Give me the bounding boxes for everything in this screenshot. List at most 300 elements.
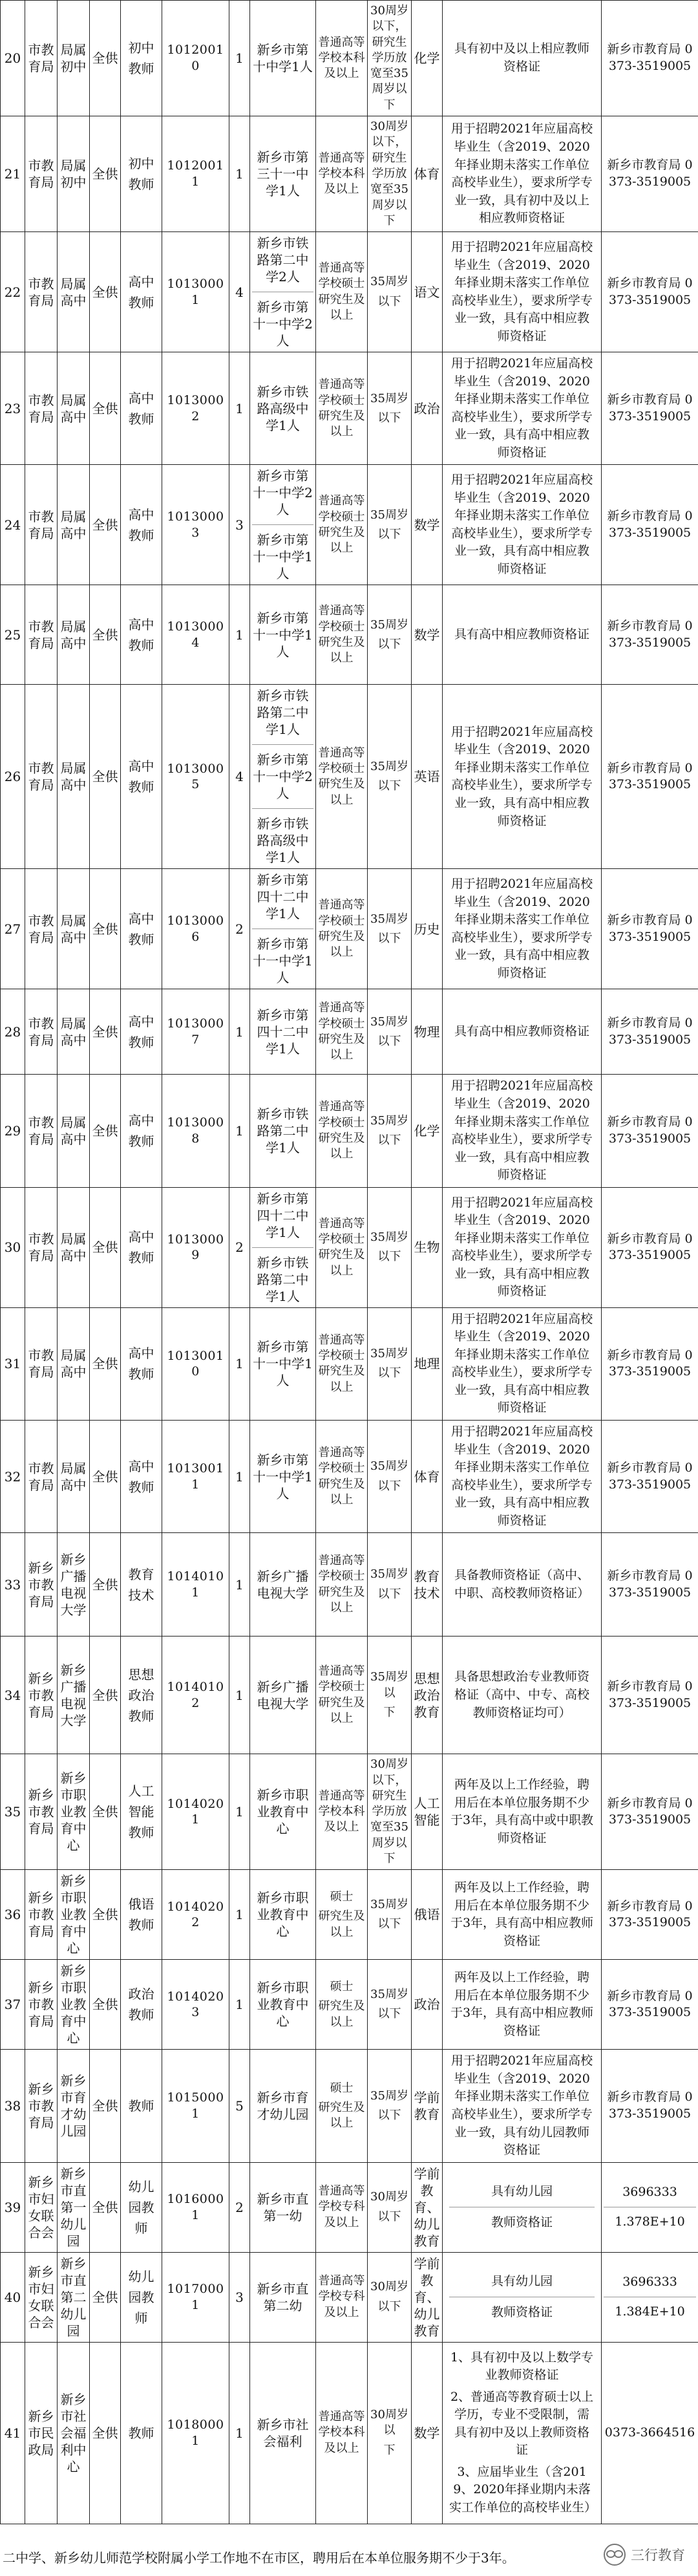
post-name (121, 1637, 162, 1754)
funding-type: 全供 (90, 989, 121, 1075)
post-code: 10130009 (162, 1187, 229, 1307)
funding-type: 全供 (90, 1754, 121, 1870)
post-code: 10130002 (162, 352, 229, 465)
education-requirement: 普通高等学校硕士研究生及以上 (316, 1187, 368, 1307)
funding-type: 全供 (90, 1960, 121, 2050)
post-name-line: 教师 (128, 527, 154, 543)
contact: 新乡市教育局 0373-3519005 (602, 1421, 698, 1533)
work-place-line: 新乡市第四十二中学1人 (257, 872, 309, 922)
work-place-line: 新乡市社会福利 (257, 2416, 309, 2449)
other-requirements: 两年及以上工作经验，聘用后在本单位服务期不少于3年，具有高中或中职教师资格证 (443, 1754, 602, 1870)
post-code: 10130011 (162, 1421, 229, 1533)
funding-type: 全供 (90, 2252, 121, 2342)
work-place (250, 1754, 316, 1870)
table-row (1, 1187, 698, 1307)
table-row (1, 352, 698, 465)
contact: 新乡市教育局 0373-3519005 (602, 1075, 698, 1187)
headcount: 1 (229, 1421, 250, 1533)
education-requirement: 普通高等学校本科及以上 (316, 1, 368, 116)
funding-type: 全供 (90, 1870, 121, 1960)
other-requirements: 用于招聘2021年应届高校毕业生（含2019、2020年择业期未落实工作单位高校毕业生），要求所学专业一致，具有高中相应教师资格证 (443, 1307, 602, 1420)
age-requirement-line: 35周岁 (370, 1988, 408, 2002)
other-requirements-line: 2、普通高等教育硕士以上学历，专业不受限制，需具有初中及以上教师资格证 (450, 2389, 594, 2458)
age-requirement-line: 35周岁 (370, 1898, 408, 1912)
subject: 政治 (412, 352, 443, 465)
post-name-line: 教师 (128, 61, 154, 77)
age-requirement (368, 1870, 412, 1960)
age-requirement-line: 35周岁 (370, 275, 408, 289)
work-place-line: 新乡市第十一中学2人 (253, 468, 313, 518)
department: 新乡市妇女联合会 (25, 2162, 58, 2252)
education-requirement: 普通高等学校本科及以上 (316, 2342, 368, 2524)
post-name-line: 教师 (128, 1708, 154, 1724)
department: 市教育局 (25, 352, 58, 465)
hiring-unit: 新乡市职业教育中心 (58, 1870, 90, 1960)
post-name (121, 2252, 162, 2342)
post-name-line: 教师 (128, 177, 154, 193)
contact: 新乡市教育局 0373-3519005 (602, 465, 698, 585)
hiring-unit: 新乡市直第二幼儿园 (58, 2252, 90, 2342)
funding-type: 全供 (90, 232, 121, 352)
age-requirement-line: 以下 (377, 2109, 401, 2122)
row-number: 35 (1, 1754, 25, 1870)
education-requirement: 普通高等学校硕士研究生及以上 (316, 352, 368, 465)
work-place (250, 2162, 316, 2252)
work-place (250, 232, 316, 352)
work-place (250, 1, 316, 116)
post-name-line: 初中 (128, 156, 154, 172)
work-place-line: 新乡市职业教育中心 (257, 1890, 309, 1940)
education-requirement: 普通高等学校硕士研究生及以上 (316, 989, 368, 1075)
other-requirements-line: 具有幼儿园 (491, 2184, 553, 2198)
other-requirements-line: 教师资格证 (491, 2305, 553, 2320)
education-requirement-line: 研究生及以上 (318, 1999, 365, 2029)
table-row (1, 116, 698, 232)
hiring-unit: 局属高中 (58, 232, 90, 352)
other-requirements: 具有高中相应教师资格证 (443, 989, 602, 1075)
headcount: 2 (229, 869, 250, 989)
education-requirement: 普通高等学校硕士研究生及以上 (316, 869, 368, 989)
age-requirement-line: 以下 (377, 779, 401, 793)
other-requirements: 用于招聘2021年应届高校毕业生（含2019、2020年择业期未落实工作单位高校毕业生），要求所学专业一致，具有高中相应教师资格证 (443, 1075, 602, 1187)
hiring-unit: 局属初中 (58, 116, 90, 232)
age-requirement-line: 以下 (377, 1587, 401, 1601)
education-requirement-line: 硕士 (330, 1979, 354, 1993)
table-row (1, 2342, 698, 2524)
education-requirement: 普通高等学校硕士研究生及以上 (316, 1075, 368, 1187)
other-requirements: 具备思想政治专业教师资格证（高中、中专、高校教师资格证均可） (443, 1637, 602, 1754)
post-code: 10130001 (162, 232, 229, 352)
contact: 0373-3664516 (602, 2342, 698, 2524)
post-code: 10140201 (162, 1754, 229, 1870)
table-row (1, 1637, 698, 1754)
post-name-line: 教师 (128, 294, 154, 310)
subject: 学前教育 (412, 2050, 443, 2162)
row-number: 40 (1, 2252, 25, 2342)
headcount: 1 (229, 1754, 250, 1870)
row-number: 33 (1, 1533, 25, 1637)
department: 市教育局 (25, 869, 58, 989)
age-requirement-line: 35周岁 (370, 1113, 408, 1128)
contact-line: 3696333 (622, 2274, 677, 2289)
department: 新乡市教育局 (25, 2050, 58, 2162)
work-place (250, 1421, 316, 1533)
post-name-line: 政治 (128, 1687, 154, 1703)
table-row (1, 1307, 698, 1420)
education-requirement-line: 研究生及以上 (318, 2100, 365, 2131)
contact: 新乡市教育局 0373-3519005 (602, 2050, 698, 2162)
table-row (1, 1533, 698, 1637)
post-name (121, 1, 162, 116)
subject: 学前教育、幼儿教育 (412, 2162, 443, 2252)
education-requirement: 普通高等学校硕士研究生及以上 (316, 465, 368, 585)
post-name-line: 技术 (128, 1587, 154, 1603)
work-place (250, 1533, 316, 1637)
education-requirement: 普通高等学校硕士研究生及以上 (316, 685, 368, 869)
contact (602, 2162, 698, 2252)
department: 新乡市教育局 (25, 1870, 58, 1960)
post-name (121, 585, 162, 685)
post-name-line: 高中 (128, 390, 154, 406)
subject: 教育技术 (412, 1533, 443, 1637)
post-name-line: 教师 (128, 1250, 154, 1266)
other-requirements-line: 教师资格证 (491, 2215, 553, 2230)
work-place-line: 新乡市职业教育中心 (257, 1787, 309, 1837)
other-requirements: 用于招聘2021年应届高校毕业生（含2019、2020年择业期未落实工作单位高校毕业生），要求所学专业一致，具有高中相应教师资格证 (443, 1421, 602, 1533)
headcount: 1 (229, 1307, 250, 1420)
age-requirement (368, 585, 412, 685)
headcount: 1 (229, 1960, 250, 2050)
post-name-line: 高中 (128, 274, 154, 290)
age-requirement (368, 2162, 412, 2252)
post-name (121, 1075, 162, 1187)
work-place-line: 新乡广播电视大学 (257, 1568, 309, 1601)
contact-line: 1.384E+10 (615, 2304, 685, 2319)
subject: 人工智能 (412, 1754, 443, 1870)
post-name-line: 高中 (128, 1346, 154, 1362)
subject: 数学 (412, 465, 443, 585)
post-name-line: 高中 (128, 1113, 154, 1129)
footer-note: 二中学、新乡幼儿师范学校附属小学工作地不在市区，聘用后在本单位服务期不少于3年。 (3, 2550, 515, 2566)
contact: 新乡市教育局 0373-3519005 (602, 1187, 698, 1307)
row-number: 31 (1, 1307, 25, 1420)
watermark-brand: 三行教育 (631, 2548, 685, 2563)
other-requirements: 用于招聘2021年应届高校毕业生（含2019、2020年择业期未落实工作单位高校毕业生），要求所学专业一致，具有高中相应教师资格证 (443, 465, 602, 585)
post-name-line: 教师 (128, 2007, 154, 2023)
department: 新乡市教育局 (25, 1533, 58, 1637)
education-requirement (316, 1960, 368, 2050)
subject: 政治 (412, 1960, 443, 2050)
post-name (121, 869, 162, 989)
work-place (250, 1187, 316, 1307)
age-requirement-line: 35周岁以 (370, 1670, 408, 1700)
age-requirement-line: 以下 (377, 1479, 401, 1493)
row-number: 34 (1, 1637, 25, 1754)
row-number: 27 (1, 869, 25, 989)
age-requirement (368, 989, 412, 1075)
post-name-line: 教师 (128, 1479, 154, 1495)
work-place-line: 新乡市铁路第二中学2人 (257, 235, 309, 285)
row-number: 38 (1, 2050, 25, 2162)
department: 新乡市教育局 (25, 1960, 58, 2050)
post-name (121, 1870, 162, 1960)
funding-type: 全供 (90, 465, 121, 585)
education-requirement (316, 2050, 368, 2162)
post-name-line: 高中 (128, 758, 154, 775)
age-requirement-line: 35周岁 (370, 912, 408, 926)
table-row (1, 1075, 698, 1187)
age-requirement-line: 30周岁 (370, 2280, 408, 2294)
post-name-line: 教师 (128, 1133, 154, 1150)
education-requirement: 普通高等学校硕士研究生及以上 (316, 1421, 368, 1533)
other-requirements: 用于招聘2021年应届高校毕业生（含2019、2020年择业期未落实工作单位高校毕业生），要求所学专业一致，具有高中相应教师资格证 (443, 232, 602, 352)
age-requirement-line: 35周岁 (370, 2088, 408, 2103)
post-name-line: 教师 (128, 1034, 154, 1050)
funding-type: 全供 (90, 2162, 121, 2252)
other-requirements: 用于招聘2021年应届高校毕业生（含2019、2020年择业期未落实工作单位高校毕业生），要求所学专业一致，具有高中相应教师资格证 (443, 352, 602, 465)
row-number: 30 (1, 1187, 25, 1307)
department: 新乡市教育局 (25, 1637, 58, 1754)
age-requirement-line: 以下 (377, 1366, 401, 1380)
post-name-line: 教师 (128, 779, 154, 795)
hiring-unit: 局属高中 (58, 352, 90, 465)
education-requirement-line: 硕士 (330, 1889, 354, 1904)
post-code: 10180001 (162, 2342, 229, 2524)
post-code: 10150001 (162, 2050, 229, 2162)
age-requirement-line: 35周岁 (370, 1567, 408, 1582)
table-row (1, 685, 698, 869)
post-name-line: 高中 (128, 616, 154, 632)
contact: 新乡市教育局 0373-3519005 (602, 352, 698, 465)
age-requirement (368, 1307, 412, 1420)
table-row (1, 2252, 698, 2342)
other-requirements-line: 1、具有初中及以上数学专业教师资格证 (450, 2350, 594, 2383)
funding-type: 全供 (90, 1307, 121, 1420)
subject: 英语 (412, 685, 443, 869)
contact: 新乡市教育局 0373-3519005 (602, 232, 698, 352)
subject: 化学 (412, 1, 443, 116)
other-requirements: 用于招聘2021年应届高校毕业生（含2019、2020年择业期未落实工作单位高校毕业生），要求所学专业一致，具有高中相应教师资格证 (443, 1187, 602, 1307)
age-requirement-line: 以下 (377, 1133, 401, 1148)
table-row (1, 1754, 698, 1870)
headcount: 5 (229, 2050, 250, 2162)
row-number: 22 (1, 232, 25, 352)
education-requirement: 普通高等学校本科及以上 (316, 1754, 368, 1870)
table-row (1, 232, 698, 352)
age-requirement-line: 35周岁 (370, 1230, 408, 1244)
row-number: 29 (1, 1075, 25, 1187)
other-requirements (443, 2252, 602, 2342)
headcount: 1 (229, 1075, 250, 1187)
age-requirement-line: 35周岁 (370, 1014, 408, 1029)
headcount: 1 (229, 1, 250, 116)
education-requirement-line: 研究生及以上 (318, 1909, 365, 1939)
age-requirement-line: 下 (383, 2443, 396, 2457)
work-place-line: 新乡市第四十二中学1人 (257, 1190, 309, 1240)
row-number: 36 (1, 1870, 25, 1960)
age-requirement (368, 2342, 412, 2524)
department: 市教育局 (25, 989, 58, 1075)
funding-type: 全供 (90, 1421, 121, 1533)
headcount: 2 (229, 1187, 250, 1307)
post-name-line: 园教 (128, 2289, 154, 2305)
table-row (1, 1870, 698, 1960)
hiring-unit: 新乡市育才幼儿园 (58, 2050, 90, 2162)
table-row (1, 989, 698, 1075)
post-name-line: 高中 (128, 1229, 154, 1245)
work-place (250, 2252, 316, 2342)
department: 市教育局 (25, 1075, 58, 1187)
subject: 化学 (412, 1075, 443, 1187)
age-requirement-line: 35周岁 (370, 617, 408, 632)
other-requirements-line: 具有幼儿园 (491, 2273, 553, 2288)
contact: 新乡市教育局 0373-3519005 (602, 989, 698, 1075)
post-name (121, 116, 162, 232)
age-requirement-line: 下 (383, 1705, 396, 1719)
contact (602, 2252, 698, 2342)
work-place (250, 2342, 316, 2524)
row-number: 25 (1, 585, 25, 685)
post-code: 10130007 (162, 989, 229, 1075)
post-code: 10120010 (162, 1, 229, 116)
subject: 地理 (412, 1307, 443, 1420)
table-row (1, 869, 698, 989)
subject: 体育 (412, 1421, 443, 1533)
post-name-line: 教师 (128, 2098, 154, 2114)
subject: 体育 (412, 116, 443, 232)
funding-type: 全供 (90, 1637, 121, 1754)
hiring-unit: 局属初中 (58, 1, 90, 116)
work-place (250, 585, 316, 685)
age-requirement-line: 以下 (377, 2209, 401, 2224)
age-requirement-line: 以下 (377, 1034, 401, 1048)
post-name-line: 俄语 (128, 1896, 154, 1913)
post-code: 10130003 (162, 465, 229, 585)
hiring-unit: 局属高中 (58, 585, 90, 685)
work-place-line: 新乡市第十一中学2人 (253, 299, 313, 349)
education-requirement: 普通高等学校专科及以上 (316, 2252, 368, 2342)
education-requirement: 普通高等学校硕士研究生及以上 (316, 232, 368, 352)
department: 市教育局 (25, 465, 58, 585)
other-requirements: 用于招聘2021年应届高校毕业生（含2019、2020年择业期未落实工作单位高校毕业生），要求所学专业一致，具有初中及以上相应教师资格证 (443, 116, 602, 232)
work-place (250, 1307, 316, 1420)
row-number: 24 (1, 465, 25, 585)
department: 市教育局 (25, 1187, 58, 1307)
post-name (121, 1187, 162, 1307)
work-place-line: 新乡市铁路高级中学1人 (257, 383, 309, 433)
other-requirements (443, 2162, 602, 2252)
department: 市教育局 (25, 1, 58, 116)
post-name-line: 教育 (128, 1566, 154, 1582)
subject: 数学 (412, 2342, 443, 2524)
subject: 俄语 (412, 1870, 443, 1960)
department: 新乡市民政局 (25, 2342, 58, 2524)
subject: 思想政治教育 (412, 1637, 443, 1754)
age-requirement (368, 352, 412, 465)
education-requirement: 普通高等学校硕士研究生及以上 (316, 1533, 368, 1637)
contact: 新乡市教育局 0373-3519005 (602, 585, 698, 685)
table-row (1, 585, 698, 685)
headcount: 1 (229, 352, 250, 465)
age-requirement-line: 35周岁 (370, 760, 408, 774)
work-place (250, 1960, 316, 2050)
contact-line: 3696333 (622, 2184, 677, 2199)
contact-line: 1.378E+10 (615, 2215, 685, 2229)
row-number: 20 (1, 1, 25, 116)
age-requirement-line: 以下 (377, 1917, 401, 1931)
post-code: 10130008 (162, 1075, 229, 1187)
age-requirement-line: 35周岁 (370, 1347, 408, 1361)
department: 市教育局 (25, 685, 58, 869)
post-name (121, 685, 162, 869)
department: 新乡市教育局 (25, 1754, 58, 1870)
post-code: 10120011 (162, 116, 229, 232)
row-number: 32 (1, 1421, 25, 1533)
headcount: 3 (229, 465, 250, 585)
hiring-unit: 局属高中 (58, 685, 90, 869)
post-name (121, 232, 162, 352)
post-code: 10140202 (162, 1870, 229, 1960)
post-name-line: 思想 (128, 1666, 154, 1682)
department: 市教育局 (25, 585, 58, 685)
work-place-line: 新乡市育才幼儿园 (257, 2090, 309, 2122)
post-name (121, 2050, 162, 2162)
age-requirement-line: 以下 (377, 527, 401, 541)
funding-type: 全供 (90, 2342, 121, 2524)
post-name (121, 1754, 162, 1870)
post-name-line: 政治 (128, 1986, 154, 2002)
work-place (250, 685, 316, 869)
funding-type: 全供 (90, 869, 121, 989)
footer (0, 2537, 698, 2576)
work-place (250, 1075, 316, 1187)
post-name-line: 幼儿 (128, 2178, 154, 2195)
row-number: 23 (1, 352, 25, 465)
department: 市教育局 (25, 116, 58, 232)
post-name-line: 园教 (128, 2199, 154, 2215)
post-name (121, 2162, 162, 2252)
post-name (121, 1421, 162, 1533)
age-requirement (368, 869, 412, 989)
table-row (1, 1960, 698, 2050)
funding-type: 全供 (90, 116, 121, 232)
work-place-line: 新乡市第十一中学1人 (253, 1452, 313, 1501)
post-name-line: 教师 (128, 1917, 154, 1933)
age-requirement (368, 685, 412, 869)
age-requirement (368, 1187, 412, 1307)
contact: 新乡市教育局 0373-3519005 (602, 1637, 698, 1754)
post-name (121, 1533, 162, 1637)
post-name (121, 465, 162, 585)
other-requirements: 用于招聘2021年应届高校毕业生（含2019、2020年择业期未落实工作单位高校毕业生），要求所学专业一致，具有高中相应教师资格证 (443, 685, 602, 869)
age-requirement (368, 1637, 412, 1754)
age-requirement-line: 30周岁以 (370, 2408, 408, 2438)
department: 新乡市妇女联合会 (25, 2252, 58, 2342)
age-requirement: 30周岁以下，研究生学历放宽至35周岁以下 (368, 1754, 412, 1870)
post-name-line: 教师 (128, 637, 154, 653)
row-number: 26 (1, 685, 25, 869)
post-name-line: 智能 (128, 1804, 154, 1820)
funding-type: 全供 (90, 1075, 121, 1187)
post-code: 10160001 (162, 2162, 229, 2252)
age-requirement (368, 1960, 412, 2050)
hiring-unit: 局属高中 (58, 1421, 90, 1533)
post-code: 10130006 (162, 869, 229, 989)
wechat-icon (604, 2544, 626, 2566)
age-requirement (368, 465, 412, 585)
funding-type: 全供 (90, 352, 121, 465)
education-requirement (316, 1870, 368, 1960)
